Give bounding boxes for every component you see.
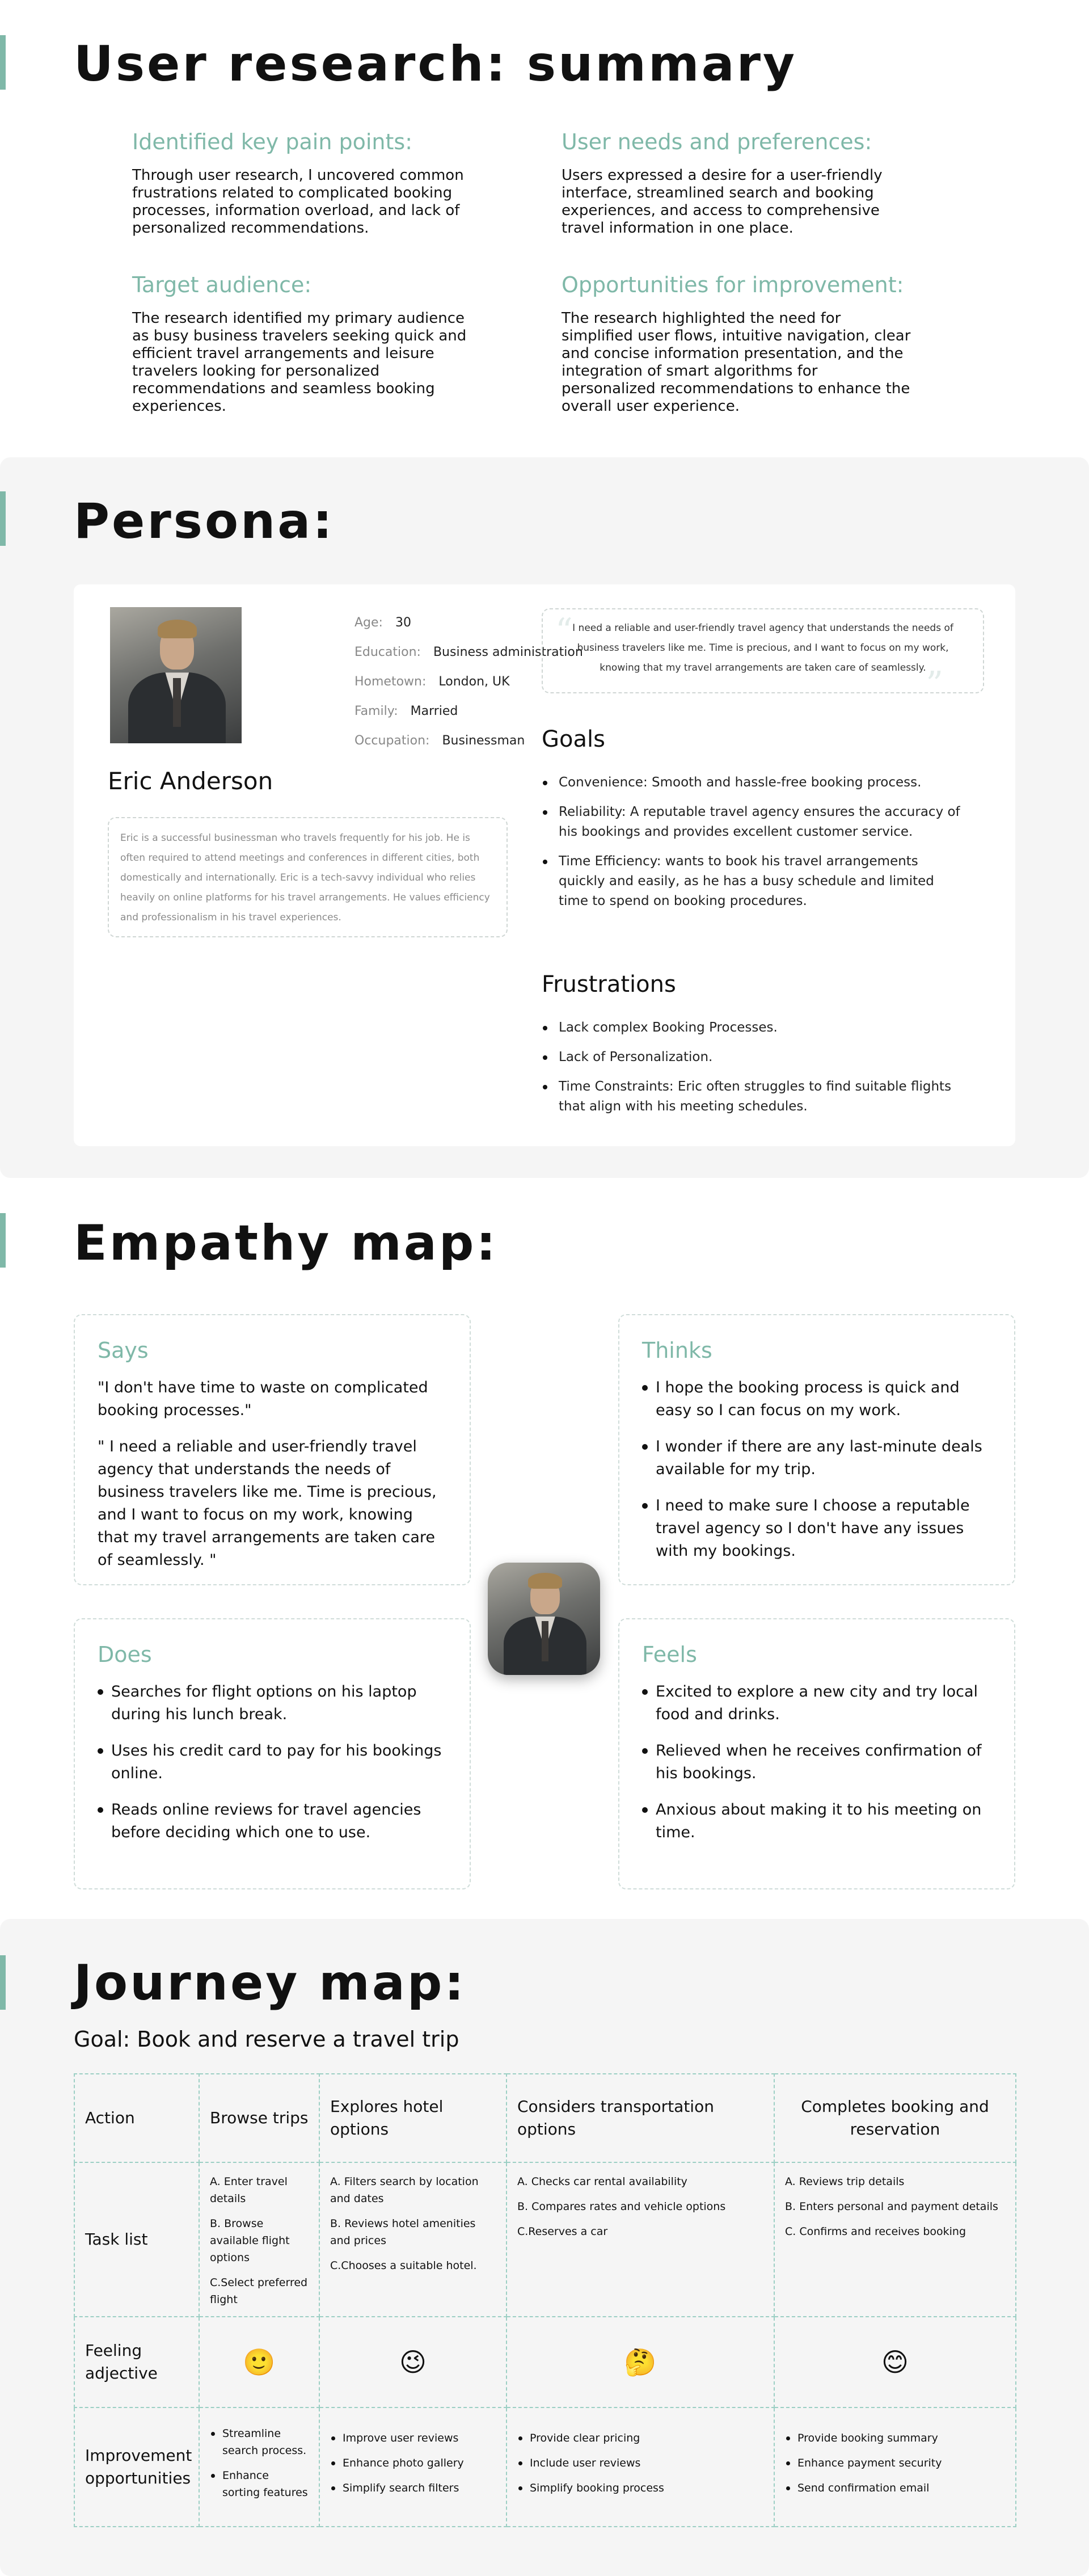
goal-text: Book and reserve a travel trip [130, 2027, 459, 2052]
list-item: Provide booking summary [785, 2430, 1005, 2447]
block-text: Users expressed a desire for a user-friendly interface, streamlined search and booking experiences, and access to comprehensive travel information in one place. [562, 166, 883, 237]
list-item: Provide clear pricing [517, 2430, 763, 2447]
says-quote: "I don't have time to waste on complicated booking processes." [98, 1379, 428, 1419]
list-item: Anxious about making it to his meeting on time. [642, 1799, 991, 1844]
row-label: Action [74, 2074, 199, 2162]
list-item: I wonder if there are any last-minute deals available for my trip. [642, 1436, 991, 1481]
action-cell: Completes booking and reservation [774, 2074, 1016, 2162]
improvement-cell [199, 2407, 319, 2527]
task-item: C.Select preferred flight [210, 2276, 308, 2306]
task-cell [774, 2162, 1016, 2317]
opportunities-block [562, 272, 913, 415]
table-row [74, 2317, 1016, 2407]
pain-points-block [132, 129, 484, 237]
thinks-heading: Thinks [642, 1338, 712, 1363]
list-item: Reads online reviews for travel agencies before deciding which one to use. [98, 1799, 447, 1844]
list-item: Enhance payment security [785, 2455, 1005, 2472]
says-heading: Says [98, 1338, 149, 1363]
improvement-cell [319, 2407, 506, 2527]
block-text: The research identified my primary audience as busy business travelers seeking quick and efficient travel arrangements and leisure travelers looking for personalized recommendations and seamless booking experiences. [132, 309, 467, 415]
list-item: Improve user reviews [330, 2430, 496, 2447]
improvement-cell [506, 2407, 774, 2527]
accent-bar [0, 1955, 6, 2010]
task-cell [199, 2162, 319, 2317]
frustrations-heading: Frustrations [542, 971, 676, 997]
list-item: Enhance sorting features [210, 2467, 309, 2501]
list-item: Excited to explore a new city and try local food and drinks. [642, 1681, 991, 1726]
thinks-card [618, 1314, 1015, 1585]
block-heading: Target audience: [132, 272, 312, 297]
row-label: Task list [74, 2162, 199, 2317]
list-item: Streamline search process. [210, 2425, 309, 2459]
task-item: B. Reviews hotel amenities and prices [330, 2217, 476, 2247]
list-item: Simplify booking process [517, 2480, 763, 2497]
task-item: A. Reviews trip details [785, 2175, 905, 2188]
goal-label: Goal: [74, 2027, 130, 2052]
task-cell [506, 2162, 774, 2317]
fact-hometown: Hometown: London, UK [354, 675, 510, 689]
thinking-face-icon: 🤔 [506, 2317, 774, 2407]
empathy-section [0, 1178, 1089, 1919]
list-item: Reliability: A reputable travel agency ensures the accuracy of his bookings and provides excellent customer service. [542, 802, 961, 842]
research-title: User research: summary [74, 36, 797, 92]
journey-title: Journey map: [74, 1955, 466, 2011]
smiling-face-icon: 😊 [774, 2317, 1016, 2407]
persona-section [0, 457, 1089, 1178]
winking-face-icon: 😉 [319, 2317, 506, 2407]
close-quote-icon: ” [926, 664, 943, 704]
action-cell: Browse trips [199, 2074, 319, 2162]
frustrations-list [542, 1018, 961, 1126]
journey-section [0, 1919, 1089, 2576]
accent-bar [0, 1213, 6, 1268]
research-section [0, 0, 1089, 457]
row-label: Feeling adjective [74, 2317, 199, 2407]
block-heading: Identified key pain points: [132, 129, 412, 154]
does-heading: Does [98, 1642, 152, 1667]
row-label: Improvement opportunities [74, 2407, 199, 2527]
block-heading: User needs and preferences: [562, 129, 872, 154]
persona-avatar [488, 1563, 600, 1675]
fact-occupation: Occupation: Businessman [354, 734, 525, 748]
table-row [74, 2074, 1016, 2162]
improvement-cell [774, 2407, 1016, 2527]
persona-quote [542, 608, 984, 704]
fact-education: Education: Business administration [354, 645, 583, 659]
quote-text: I need a reliable and user-friendly travel agency that understands the needs of business travelers like me. Time is precious, and I want to focus on my work, knowing that my travel arrangements are taken care of seamlessly. [572, 622, 953, 674]
persona-name: Eric Anderson [108, 767, 273, 795]
block-text: Through user research, I uncovered common frustrations related to complicated booking processes, information overload, and lack of personalized recommendations. [132, 166, 464, 237]
empathy-title: Empathy map: [74, 1215, 498, 1272]
task-item: C.Reserves a car [517, 2225, 608, 2238]
goals-list [542, 773, 961, 921]
persona-photo [110, 607, 242, 743]
goals-heading: Goals [542, 726, 605, 752]
does-card [74, 1618, 471, 1889]
fact-family: Family: Married [354, 704, 458, 718]
list-item: Lack complex Booking Processes. [542, 1018, 961, 1038]
list-item: Enhance photo gallery [330, 2455, 496, 2472]
action-cell: Explores hotel options [319, 2074, 506, 2162]
list-item: Send confirmation email [785, 2480, 1005, 2497]
list-item: Time Constraints: Eric often struggles to find suitable flights that align with his meeting schedules. [542, 1077, 961, 1117]
list-item: Convenience: Smooth and hassle-free booking process. [542, 773, 961, 793]
list-item: Include user reviews [517, 2455, 763, 2472]
feels-heading: Feels [642, 1642, 697, 1667]
list-item: Time Efficiency: wants to book his travel arrangements quickly and easily, as he has a busy schedule and limited time to spend on booking procedures. [542, 852, 961, 911]
persona-title: Persona: [74, 493, 335, 550]
journey-goal [74, 2027, 459, 2052]
feels-card [618, 1618, 1015, 1889]
persona-card [74, 584, 1015, 1146]
list-item: Simplify search filters [330, 2480, 496, 2497]
table-row [74, 2407, 1016, 2527]
fact-age: Age: 30 [354, 616, 411, 630]
list-item: I need to make sure I choose a reputable travel agency so I don't have any issues with my bookings. [642, 1495, 991, 1563]
block-text: The research highlighted the need for simplified user flows, intuitive navigation, clear and concise information presentation, and the integration of smart algorithms for personalized recommendations to enhance the overall user experience. [562, 309, 911, 415]
journey-table [74, 2073, 1016, 2527]
task-item: B. Enters personal and payment details [785, 2200, 998, 2213]
task-item: A. Filters search by location and dates [330, 2175, 479, 2205]
list-item: Uses his credit card to pay for his bookings online. [98, 1740, 447, 1785]
accent-bar [0, 491, 6, 546]
task-item: C.Chooses a suitable hotel. [330, 2259, 477, 2272]
open-quote-icon: “ [555, 611, 573, 651]
target-audience-block [132, 272, 484, 415]
task-item: A. Checks car rental availability [517, 2175, 687, 2188]
task-item: B. Compares rates and vehicle options [517, 2200, 726, 2213]
block-heading: Opportunities for improvement: [562, 272, 904, 297]
accent-bar [0, 35, 6, 90]
says-card [74, 1314, 471, 1585]
list-item: I hope the booking process is quick and easy so I can focus on my work. [642, 1377, 991, 1422]
action-cell: Considers transportation options [506, 2074, 774, 2162]
table-row [74, 2162, 1016, 2317]
slightly-smiling-face-icon: 🙂 [199, 2317, 319, 2407]
task-cell [319, 2162, 506, 2317]
list-item: Relieved when he receives confirmation of his bookings. [642, 1740, 991, 1785]
list-item: Lack of Personalization. [542, 1047, 961, 1067]
task-item: B. Browse available flight options [210, 2217, 290, 2264]
says-quote: " I need a reliable and user-friendly travel agency that understands the needs of business travelers like me. Time is precious, and I want to focus on my work, knowing that my travel arrangements are taken care of seamlessly. " [98, 1438, 437, 1569]
persona-bio: Eric is a successful businessman who travels frequently for his job. He is often required to attend meetings and conferences in different cities, both domestically and internationally. Eric is a tech-savvy individual who relies heavily on online platforms for his travel arrangements. He values efficiency and professionalism in his travel experiences. [108, 817, 508, 937]
task-item: C. Confirms and receives booking [785, 2225, 966, 2238]
list-item: Searches for flight options on his laptop during his lunch break. [98, 1681, 447, 1726]
task-item: A. Enter travel details [210, 2175, 288, 2205]
user-needs-block [562, 129, 913, 237]
